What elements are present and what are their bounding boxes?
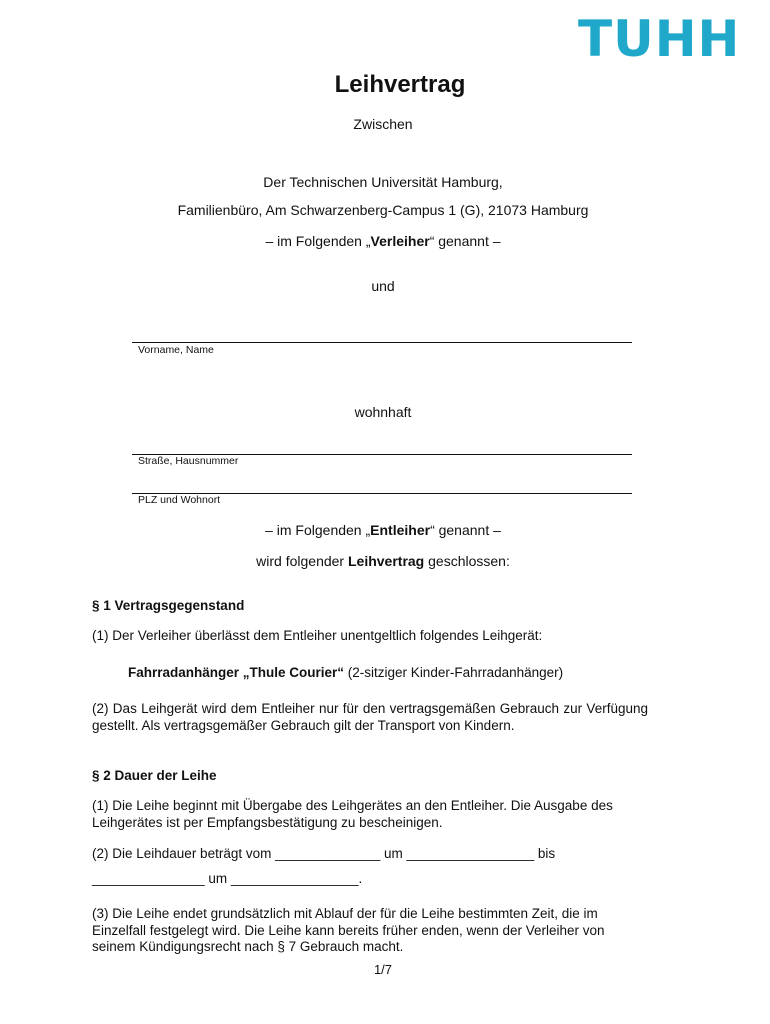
party1-role-prefix: – im Folgenden „: [265, 233, 371, 249]
section1-item: [128, 665, 563, 681]
party1-role: [0, 232, 766, 250]
tuhh-logo: TUHH: [578, 10, 741, 68]
page-number: 1/7: [373, 962, 393, 977]
zwischen-text: Zwischen: [353, 116, 413, 132]
section1-item-bold: Fahrradanhänger „Thule Courier“: [128, 665, 345, 680]
party1-role-suffix: “ genannt –: [429, 233, 501, 249]
closing-suffix: geschlossen:: [424, 553, 510, 569]
party2-role-prefix: – im Folgenden „: [265, 522, 371, 538]
street-field-caption: Straße, Hausnummer: [138, 455, 239, 467]
party1-role-bold: Verleiher: [370, 233, 430, 249]
section2-paragraph3: (3) Die Leihe endet grundsätzlich mit Ablauf der für die Leihe bestimmten Zeit, die im Einzelfall festgelegt wird. Die Leihe kann bereits früher enden, wenn der Verleiher von seinem Kündigungsrecht nach § 7 Gebrauch macht.: [92, 906, 605, 954]
section2-heading: § 2 Dauer der Leihe: [92, 768, 217, 783]
section1-item-rest: (2-sitziger Kinder-Fahrradanhänger): [344, 665, 564, 680]
party1-name: Der Technischen Universität Hamburg,: [263, 174, 503, 190]
wohnhaft-text: wohnhaft: [354, 404, 412, 420]
party2-role-bold: Entleiher: [370, 522, 431, 538]
section1-paragraph2: (2) Das Leihgerät wird dem Entleiher nur für den vertragsgemäßen Gebrauch zur Verfügung gestellt. Als vertragsgemäßer Gebrauch gilt der Transport von Kindern.: [92, 701, 648, 733]
name-field-caption: Vorname, Name: [138, 344, 214, 356]
closing-bold: Leihvertrag: [347, 553, 425, 569]
section1-heading: § 1 Vertragsgegenstand: [92, 598, 245, 613]
und-text: und: [371, 278, 395, 294]
closing-prefix: wird folgender: [256, 553, 348, 569]
party1-address: Familienbüro, Am Schwarzenberg-Campus 1 (G), 21073 Hamburg: [177, 202, 589, 218]
section2-paragraph2-line1: (2) Die Leihdauer beträgt vom ______________ um _________________ bis: [92, 846, 556, 861]
name-field-line[interactable]: [132, 342, 632, 343]
party2-role: [0, 521, 766, 539]
section2-paragraph2-line2: _______________ um _________________.: [92, 871, 363, 886]
closing-statement: [0, 552, 766, 570]
section1-paragraph1: (1) Der Verleiher überlässt dem Entleiher unentgeltlich folgendes Leihgerät:: [92, 628, 543, 643]
section2-paragraph1: (1) Die Leihe beginnt mit Übergabe des Leihgerätes an den Entleiher. Die Ausgabe des Leihgerätes ist per Empfangsbestätigung zu bescheinigen.: [92, 798, 613, 830]
plz-field-caption: PLZ und Wohnort: [138, 494, 221, 506]
party2-role-suffix: “ genannt –: [430, 522, 501, 538]
document-title: Leihvertrag: [334, 71, 466, 98]
